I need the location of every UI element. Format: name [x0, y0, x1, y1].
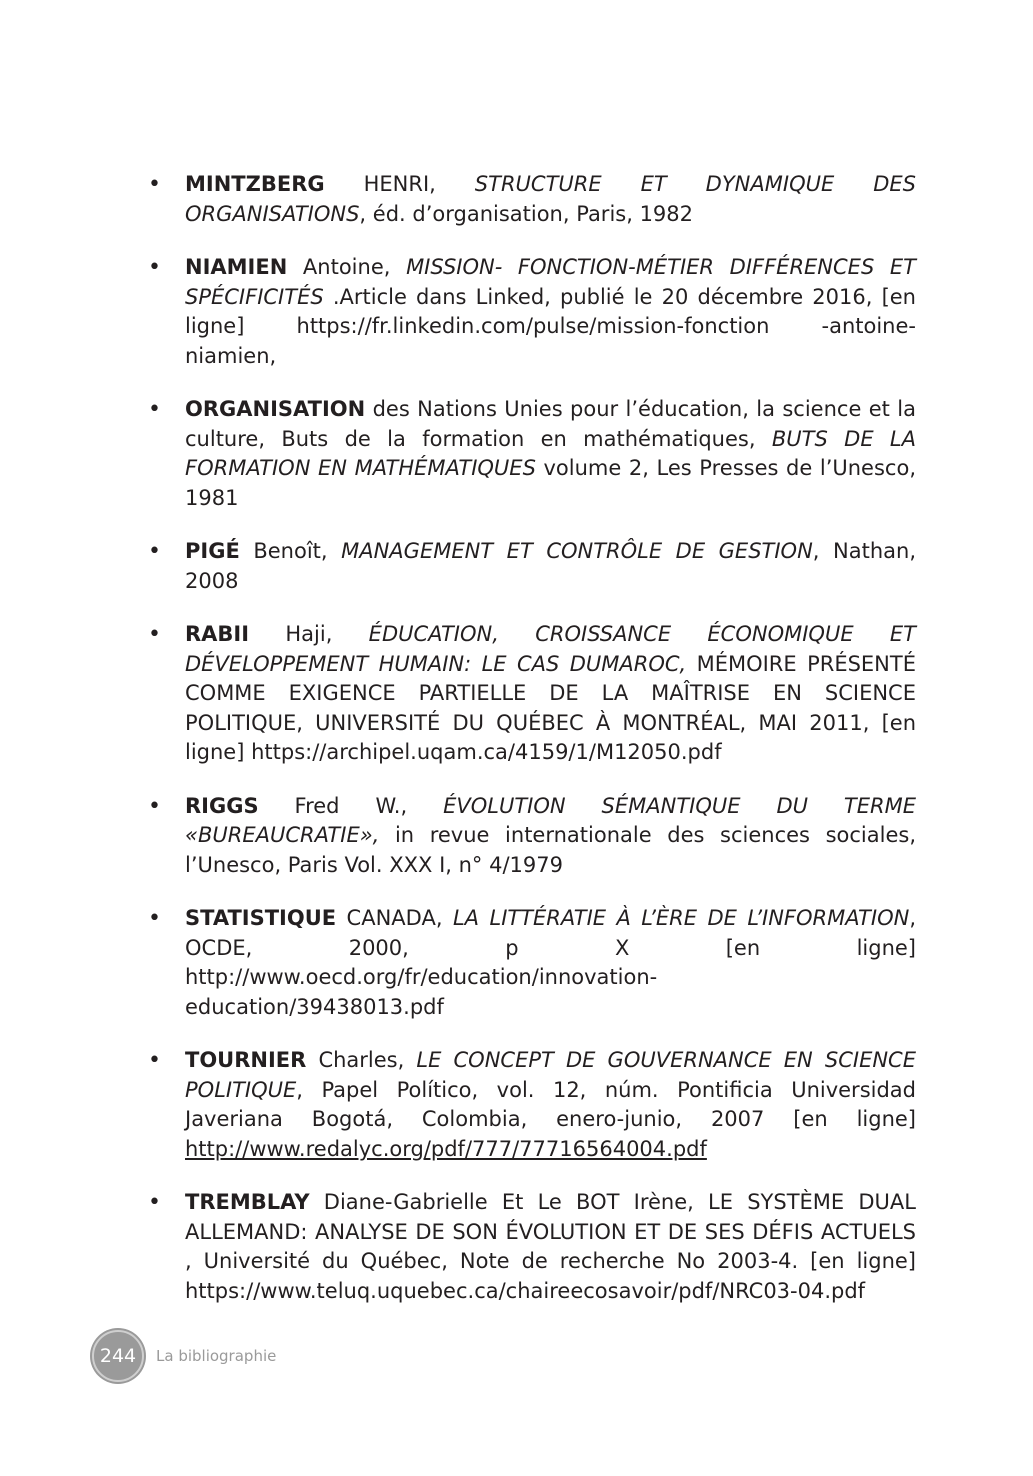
- entry-url-link[interactable]: http://www.redalyc.org/pdf/777/77716564004.pdf: [185, 1136, 707, 1161]
- page-footer: [92, 1330, 276, 1382]
- bibliography-entry-tournier: [148, 1046, 916, 1164]
- entry-title: LA LITTÉRATIE À L’ÈRE DE L’INFORMATION: [452, 906, 910, 930]
- entry-author: STATISTIQUE: [185, 906, 337, 930]
- entry-details: , OCDE, 2000, p X [en ligne] http://www.oecd.org/fr/education/innovation-education/39438013.pdf: [185, 906, 917, 1019]
- entry-text: HENRI,: [324, 172, 475, 196]
- entry-title: STRUCTURE ET DYNAMIQUE DES ORGANISATIONS: [185, 172, 916, 226]
- bibliography-list: [148, 170, 916, 1330]
- entry-title: BUTS DE LA FORMATION EN MATHÉMATIQUES: [185, 426, 916, 480]
- bibliography-entry-rabii: [148, 620, 916, 768]
- bibliography-entry-pige: [148, 537, 916, 596]
- entry-author: TREMBLAY: [185, 1190, 310, 1214]
- entry-title: LE CONCEPT DE GOUVERNANCE EN SCIENCE POLITIQUE: [185, 1048, 916, 1102]
- section-label: La bibliographie: [156, 1347, 277, 1365]
- entry-title: MANAGEMENT ET CONTRÔLE DE GESTION: [341, 539, 813, 563]
- entry-title: ÉDUCATION, CROISSANCE ÉCONOMIQUE ET DÉVELOPPEMENT HUMAIN: LE CAS DUMAROC,: [185, 622, 916, 676]
- entry-details: volume 2, Les Presses de l’Unesco, 1981: [185, 456, 916, 510]
- bibliography-entry-statistique: [148, 904, 916, 1022]
- entry-title: MISSION- FONCTION-MÉTIER DIFFÉRENCES ET SPÉCIFICITÉS: [185, 255, 917, 309]
- entry-text: Diane-Gabrielle Et Le BOT Irène, LE SYSTÈME DUAL ALLEMAND: ANALYSE DE SON ÉVOLUTION ET DE SES DÉFIS ACTUELS , Université du Québec, Note de recherche No 2003-4. [en ligne] https://www.teluq.uquebec.ca/chaireecosavoir/pdf/NRC03-04.pdf: [185, 1190, 916, 1303]
- entry-details: , Papel Político, vol. 12, núm. Pontificia Universidad Javeriana Bogotá, Colombia, enero-junio, 2007 [en ligne]: [185, 1077, 916, 1131]
- entry-title: ÉVOLUTION SÉMANTIQUE DU TERME «BUREAUCRATIE»,: [185, 793, 916, 847]
- entry-text: Antoine,: [287, 255, 407, 279]
- page-number: 244: [99, 1345, 137, 1367]
- bibliography-entry-organisation: [148, 395, 916, 513]
- entry-text: Charles,: [306, 1048, 417, 1072]
- entry-author: TOURNIER: [185, 1048, 307, 1072]
- bibliography-entry-riggs: [148, 792, 916, 881]
- entry-text: CANADA,: [336, 906, 453, 930]
- entry-author: RABII: [185, 622, 250, 646]
- entry-details: , Nathan, 2008: [185, 539, 916, 593]
- bibliography-entry-mintzberg: [148, 170, 916, 229]
- entry-details: in revue internationale des sciences sociales, l’Unesco, Paris Vol. XXX I, n° 4/1979: [185, 823, 916, 877]
- bibliography-entry-niamien: [148, 253, 916, 371]
- entry-details: , éd. d’organisation, Paris, 1982: [359, 201, 694, 226]
- entry-details: .Article dans Linked, publié le 20 décembre 2016, [en ligne] https://fr.linkedin.com/pulse/mission-fonction -antoine-niamien,: [185, 284, 916, 368]
- entry-text: Fred W.,: [258, 793, 444, 818]
- entry-author: RIGGS: [185, 793, 259, 818]
- entry-author: MINTZBERG: [185, 172, 325, 196]
- entry-details: MÉMOIRE PRÉSENTÉ COMME EXIGENCE PARTIELLE DE LA MAÎTRISE EN SCIENCE POLITIQUE, UNIVERSITÉ DU QUÉBEC À MONTRÉAL, MAI 2011, [en ligne] https://archipel.uqam.ca/4159/1/M12050.pdf: [185, 651, 916, 764]
- entry-text: Haji,: [249, 622, 369, 646]
- entry-author: ORGANISATION: [185, 397, 366, 421]
- entry-text: des Nations Unies pour l’éducation, la science et la culture, Buts de la formation en mathématiques,: [185, 397, 916, 451]
- page-number-badge: [92, 1330, 144, 1382]
- entry-author: NIAMIEN: [185, 255, 288, 279]
- entry-text: Benoît,: [239, 539, 342, 563]
- entry-author: PIGÉ: [185, 539, 240, 563]
- bibliography-entry-tremblay: [148, 1188, 916, 1306]
